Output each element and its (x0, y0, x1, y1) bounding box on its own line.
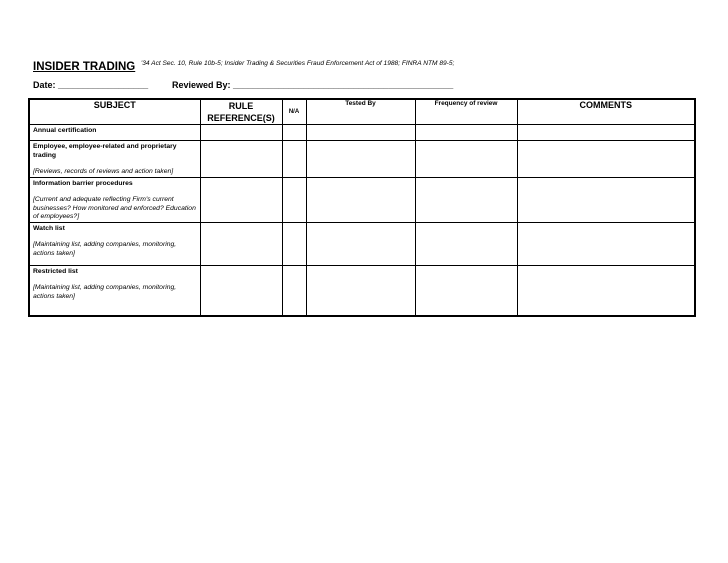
tested-by-cell[interactable] (306, 141, 415, 178)
subject-title: Restricted list (33, 267, 78, 275)
frequency-cell[interactable] (415, 265, 517, 316)
tested-by-cell[interactable] (306, 125, 415, 141)
frequency-cell[interactable] (415, 222, 517, 265)
subject-cell (29, 222, 200, 265)
subject-title: Information barrier procedures (33, 179, 133, 187)
frequency-cell[interactable] (415, 177, 517, 222)
tested-by-cell[interactable] (306, 177, 415, 222)
rule-reference-cell[interactable] (200, 125, 282, 141)
table-row (29, 265, 695, 316)
frequency-cell[interactable] (415, 141, 517, 178)
page-title-line (33, 57, 135, 75)
rule-header-line2: REFERENCE(S) (207, 113, 275, 123)
subject-cell (29, 177, 200, 222)
rule-reference-cell[interactable] (200, 177, 282, 222)
subject-cell (29, 141, 200, 178)
table-row (29, 222, 695, 265)
na-cell[interactable] (282, 222, 306, 265)
table-row (29, 177, 695, 222)
na-cell[interactable] (282, 125, 306, 141)
reviewed-by-field: Reviewed By: ____________________________________________ (172, 80, 454, 90)
tested-by-cell[interactable] (306, 265, 415, 316)
subject-note: [Reviews, records of reviews and action taken] (33, 168, 174, 175)
column-header-frequency: Frequency of review (415, 99, 517, 125)
frequency-cell[interactable] (415, 125, 517, 141)
comments-cell[interactable] (517, 141, 695, 178)
subject-title: Annual certification (33, 127, 97, 134)
tested-by-cell[interactable] (306, 222, 415, 265)
column-header-rule-reference (200, 99, 282, 125)
column-header-subject: SUBJECT (29, 99, 200, 125)
review-table (28, 98, 696, 317)
column-header-tested-by: Tested By (306, 99, 415, 125)
table-row (29, 141, 695, 178)
comments-cell[interactable] (517, 177, 695, 222)
table-row (29, 125, 695, 141)
regulation-citation: '34 Act Sec. 10, Rule 10b-5; Insider Trading & Securities Fraud Enforcement Act of 1988; FINRA NTM 89-5; (141, 60, 455, 67)
subject-cell (29, 125, 200, 141)
rule-reference-cell[interactable] (200, 141, 282, 178)
subject-note: [Current and adequate reflecting Firm's current businesses? How monitored and enforced? Education of employees?] (33, 196, 196, 220)
column-header-na: N/A (282, 99, 306, 125)
subject-note: [Maintaining list, adding companies, monitoring, actions taken] (33, 284, 177, 300)
rule-header-line1: RULE (228, 101, 254, 111)
comments-cell[interactable] (517, 222, 695, 265)
subject-title: Employee, employee-related and proprietary trading (33, 143, 177, 159)
rule-reference-cell[interactable] (200, 222, 282, 265)
subject-note: [Maintaining list, adding companies, monitoring, actions taken] (33, 241, 177, 257)
table-header-row (29, 99, 695, 125)
subject-cell (29, 265, 200, 316)
na-cell[interactable] (282, 265, 306, 316)
subject-title: Watch list (33, 224, 65, 232)
na-cell[interactable] (282, 141, 306, 178)
date-field: Date: __________________ (33, 80, 149, 90)
column-header-comments: COMMENTS (517, 99, 695, 125)
comments-cell[interactable] (517, 265, 695, 316)
comments-cell[interactable] (517, 125, 695, 141)
page-title: INSIDER TRADING (33, 61, 136, 73)
rule-reference-cell[interactable] (200, 265, 282, 316)
na-cell[interactable] (282, 177, 306, 222)
